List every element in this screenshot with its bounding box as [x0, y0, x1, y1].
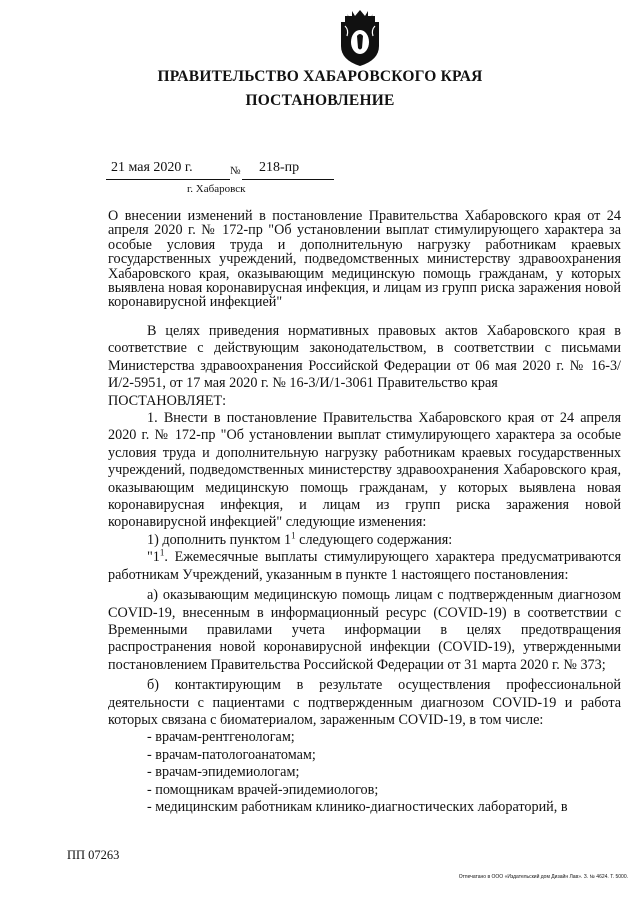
city-name: г. Хабаровск	[187, 183, 246, 195]
quoted-clause-paragraph	[108, 549, 621, 584]
subitem-1-text-end: следующего содержания:	[295, 531, 453, 548]
quoted-clause-start: "1	[147, 549, 160, 566]
printer-imprint: Отпечатано в ООО «Издательский дом Дизайн Лав». З. № 4624. Т. 5000.	[458, 874, 628, 880]
number-underline	[242, 179, 334, 180]
list-item: - медицинским работникам клинико-диагностических лабораторий, в	[147, 798, 568, 815]
subitem-1-text: 1) дополнить пунктом 1	[147, 531, 292, 548]
list-item: - врачам-рентгенологам;	[147, 729, 295, 746]
resolves-heading: ПОСТАНОВЛЯЕТ:	[108, 392, 227, 409]
clause-a-paragraph: а) оказывающим медицинскую помощь лицам с подтвержденным диагнозом COVID-19, внесенным в информационный ресурс (COVID-19) в соответствии с Временными правилами учета информации в целях предотвращения распространения новой коронавирусной инфекции (COVID-19), утвержденными постановлением Правительства Российской Федерации от 31 марта 2020 г. № 373;	[108, 587, 621, 673]
document-date: 21 мая 2020 г.	[111, 160, 193, 175]
number-label: №	[230, 165, 241, 177]
organization-title: ПРАВИТЕЛЬСТВО ХАБАРОВСКОГО КРАЯ	[157, 68, 483, 85]
list-item: - врачам-эпидемиологам;	[147, 764, 300, 781]
document-body	[108, 323, 621, 816]
item-1-paragraph: 1. Внести в постановление Правительства Хабаровского края от 24 апреля 2020 г. № 172-пр "Об установлении выплат стимулирующего характера за особые условия труда и дополнительную нагрузку работникам краевых государственных учреждений, подведомственных министерству здравоохранения Хабаровского края, оказывающим медицинскую помощь гражданам, у которых выявлена новая коронавирусная инфекция, и лицам из групп риска заражения новой коронавирусной инфекцией" следующие изменения:	[108, 410, 621, 531]
clause-b-paragraph: б) контактирующим в результате осуществления профессиональной деятельности с пациентами с подтвержденным диагнозом COVID-19 и работа которых связана с биоматериалом, зараженным COVID-19, в том числе:	[108, 677, 621, 728]
subitem-1-paragraph	[108, 532, 621, 549]
intro-paragraph: В целях приведения нормативных правовых актов Хабаровского края в соответствие с действующим законодательством, в соответствии с письмами Министерства здравоохранения Российской Федерации от 06 мая 2020 г. № 16-3/И/2-5951, от 17 мая 2020 г. № 16-3/И/1-3061 Правительство края	[108, 323, 621, 392]
document-code: ПП 07263	[67, 848, 120, 862]
document-title: О внесении изменений в постановление Правительства Хабаровского края от 24 апреля 2020 г. № 172-пр "Об установлении выплат стимулирующего характера за особые условия труда и дополнительную нагрузку работникам краевых государственных учреждений, подведомственных министерству здравоохранения Хабаровского края, оказывающим медицинскую помощь гражданам, у которых выявлена новая коронавирусная инфекция, и лицам из групп риска заражения новой коронавирусной инфекцией"	[108, 208, 621, 311]
list-item: - помощникам врачей-эпидемиологов;	[147, 781, 379, 798]
document-type: ПОСТАНОВЛЕНИЕ	[245, 92, 395, 109]
quoted-clause-text: . Ежемесячные выплаты стимулирующего характера предусматриваются работникам Учреждений, указанным в пункте 1 настоящего постановления:	[108, 549, 621, 583]
superscript: 1	[291, 530, 296, 541]
date-underline	[106, 179, 230, 180]
list-item: - врачам-патологоанатомам;	[147, 746, 316, 763]
coat-of-arms-emblem	[333, 8, 387, 68]
document-number: 218-пр	[259, 160, 300, 175]
superscript: 1	[159, 547, 165, 558]
